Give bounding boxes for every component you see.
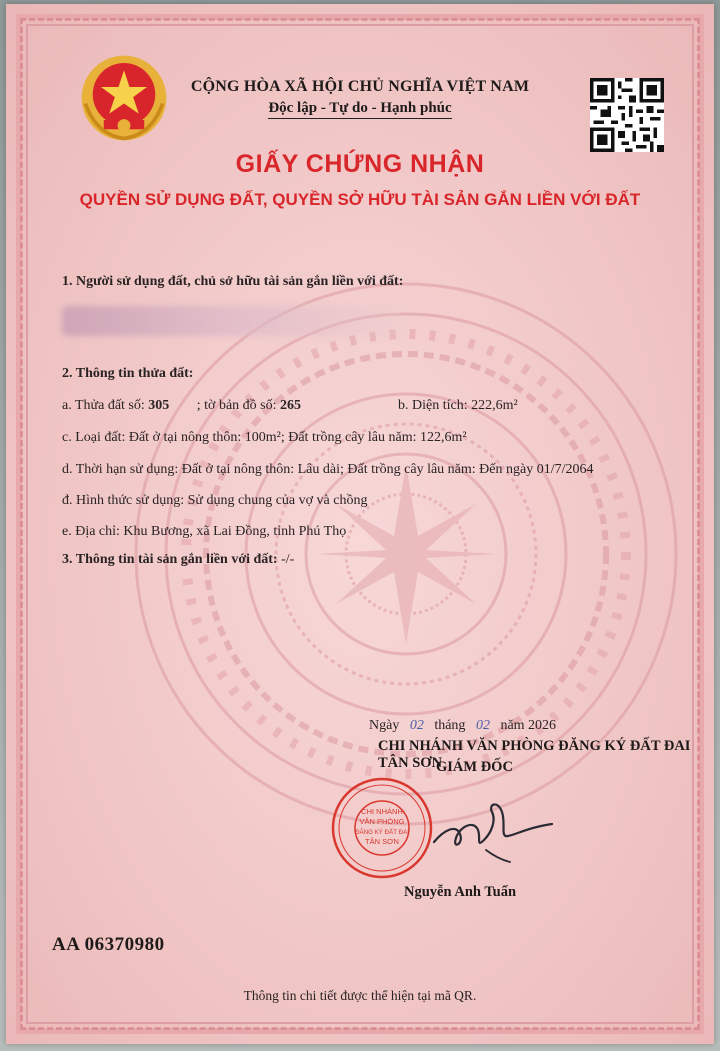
certificate-serial: AA 06370980 — [52, 934, 165, 955]
qr-footer-note: Thông tin chi tiết được thể hiện tại mã QR. — [243, 988, 477, 1003]
date-day-value: 02 — [409, 718, 424, 733]
usage-form-line: đ. Hình thức sử dụng: Sử dụng chung của vợ và chồng — [62, 493, 368, 508]
map-sheet-label: ; tờ bản đồ số: — [196, 398, 277, 413]
map-sheet-number: 265 — [280, 398, 301, 413]
section-3-line — [62, 552, 294, 568]
stamp-line-4: TÂN SƠN — [365, 837, 399, 846]
signer-position: GIÁM ĐỐC — [436, 759, 513, 775]
land-type-line: c. Loại đất: Đất ở tại nông thôn: 100m²; Đất trồng cây lâu năm: 122,6m² — [62, 430, 467, 445]
parcel-line — [62, 398, 301, 414]
parcel-label: a. Thửa đất số: — [62, 398, 145, 413]
national-emblem-icon — [78, 52, 170, 144]
parcel-number: 305 — [148, 398, 170, 413]
certificate-subtitle: QUYỀN SỬ DỤNG ĐẤT, QUYỀN SỞ HỮU TÀI SẢN GẮN LIỀN VỚI ĐẤT — [79, 190, 641, 209]
area-line — [398, 398, 518, 414]
date-month-label: tháng — [434, 718, 466, 733]
signer-name: Nguyễn Anh Tuấn — [404, 884, 517, 900]
issue-date — [369, 718, 556, 734]
usage-duration-line: d. Thời hạn sử dụng: Đất ở tại nông thôn: Lâu dài; Đất trồng cây lâu năm: Đến ngày 01/7/2064 — [62, 462, 594, 477]
issuing-agency: CHI NHÁNH VĂN PHÒNG ĐĂNG KÝ ĐẤT ĐAI TÂN SƠN — [378, 738, 691, 771]
area-label: b. Diện tích: — [398, 398, 468, 413]
official-stamp — [330, 776, 434, 880]
redacted-owner-info — [62, 306, 402, 336]
stamp-line-3: ĐĂNG KÝ ĐẤT ĐAI — [355, 829, 409, 836]
section-2-heading: 2. Thông tin thửa đất: — [62, 366, 194, 381]
national-motto — [6, 100, 714, 117]
signature — [426, 790, 556, 870]
stamp-line-2: VĂN PHÒNG — [359, 817, 405, 826]
section-3-value: -/- — [281, 552, 295, 567]
section-1-heading: 1. Người sử dụng đất, chủ sở hữu tài sản gắn liền với đất: — [62, 274, 404, 289]
section-3-heading: 3. Thông tin tài sản gắn liền với đất: — [62, 552, 278, 567]
date-day-label: Ngày — [369, 718, 400, 733]
certificate-title: GIẤY CHỨNG NHẬN — [235, 150, 485, 178]
nation-name: CỘNG HÒA XÃ HỘI CHỦ NGHĨA VIỆT NAM — [190, 78, 530, 95]
motto-text: Độc lập - Tự do - Hạnh phúc — [268, 100, 451, 119]
stamp-line-1: CHI NHÁNH — [361, 807, 403, 816]
area-value: 222,6m² — [471, 398, 518, 413]
land-use-certificate — [6, 4, 714, 1044]
date-month-value: 02 — [475, 718, 490, 733]
address-line: e. Địa chỉ: Khu Bương, xã Lai Đồng, tỉnh Phú Thọ — [62, 524, 347, 539]
date-year: năm 2026 — [500, 718, 557, 733]
